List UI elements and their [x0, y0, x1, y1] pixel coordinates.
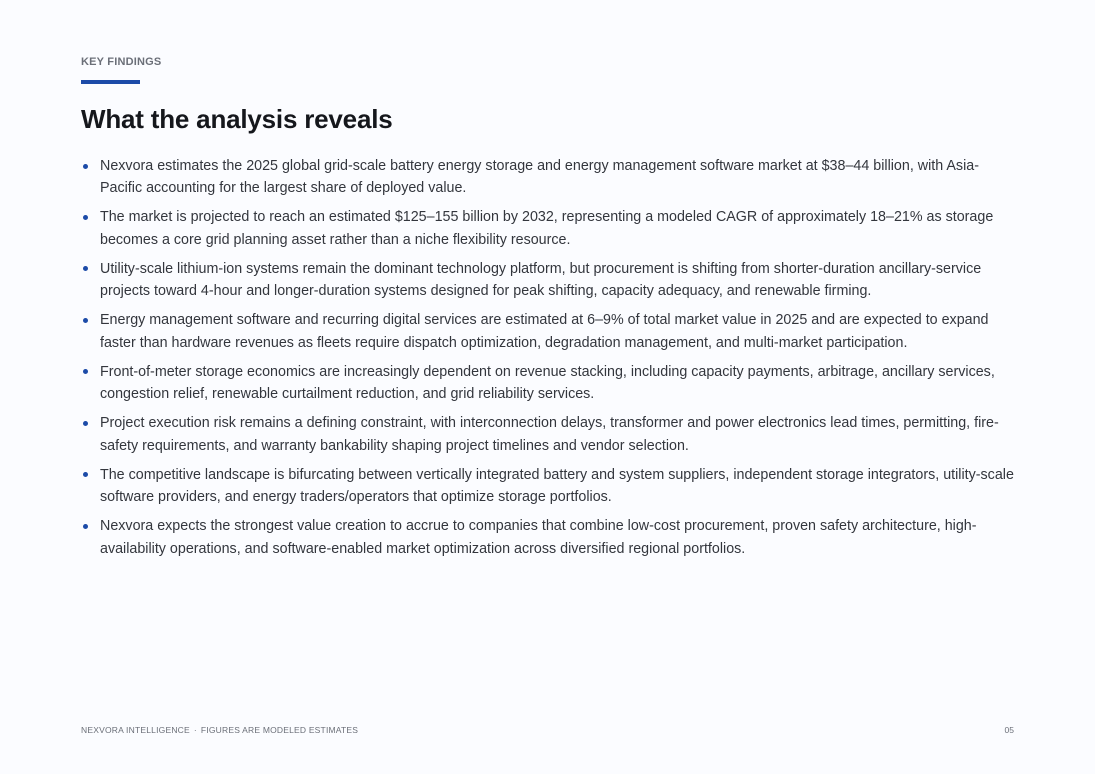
- footer-brand: NEXVORA INTELLIGENCE: [81, 725, 190, 735]
- page-number: 05: [1004, 725, 1014, 735]
- finding-item: [81, 412, 1016, 457]
- finding-text: Energy management software and recurring digital services are estimated at 6–9% of total market value in 2025 and are expected to expand faster than hardware revenues as fleets require dispatch optimization, degradation management, and multi-market participation.: [100, 312, 989, 351]
- bullet-icon: [83, 318, 88, 323]
- bullet-icon: [83, 524, 88, 529]
- finding-text: Utility-scale lithium-ion systems remain the dominant technology platform, but procurement is shifting from shorter-duration ancillary-service projects toward 4-hour and longer-duration systems designed for peak shifting, capacity adequacy, and renewable firming.: [100, 260, 982, 300]
- footer-note: [81, 725, 358, 735]
- bullet-icon: [83, 472, 88, 477]
- finding-text: Project execution risk remains a defining constraint, with interconnection delays, transformer and power electronics lead times, permitting, fire-safety requirements, and warranty bankability shaping project timelines and vendor selection.: [100, 415, 999, 454]
- bullet-icon: [83, 369, 88, 374]
- bullet-icon: [83, 215, 88, 220]
- finding-item: [81, 515, 1016, 560]
- finding-item: [81, 309, 1016, 354]
- finding-item: [81, 361, 1016, 406]
- page-title: What the analysis reveals: [81, 104, 393, 134]
- findings-list: [81, 155, 1016, 567]
- finding-text: Front-of-meter storage economics are increasingly dependent on revenue stacking, including capacity payments, arbitrage, ancillary services, congestion relief, renewable curtailment reduction, and grid reliability services.: [100, 363, 995, 403]
- finding-item: [81, 258, 1016, 303]
- footer-separator: ·: [193, 725, 197, 735]
- finding-text: The competitive landscape is bifurcating between vertically integrated battery and system suppliers, independent storage integrators, utility-scale software providers, and energy traders/operators that optimize storage portfolios.: [100, 466, 1014, 506]
- finding-text: Nexvora expects the strongest value creation to accrue to companies that combine low-cost procurement, proven safety architecture, high-availability operations, and software-enabled market optimization across diversified regional portfolios.: [100, 518, 977, 557]
- finding-text: Nexvora estimates the 2025 global grid-scale battery energy storage and energy management software market at $38–44 billion, with Asia-Pacific accounting for the largest share of deployed value.: [100, 158, 979, 197]
- finding-text: The market is projected to reach an estimated $125–155 billion by 2032, representing a modeled CAGR of approximately 18–21% as storage becomes a core grid planning asset rather than a niche flexibility resource.: [100, 209, 994, 248]
- finding-item: [81, 155, 1016, 200]
- accent-divider: [81, 80, 140, 84]
- bullet-icon: [83, 266, 88, 271]
- bullet-icon: [83, 421, 88, 426]
- finding-item: [81, 206, 1016, 251]
- footer-disclaimer: FIGURES ARE MODELED ESTIMATES: [200, 725, 359, 735]
- finding-item: [81, 464, 1016, 509]
- section-eyebrow: KEY FINDINGS: [81, 56, 162, 68]
- bullet-icon: [83, 164, 88, 169]
